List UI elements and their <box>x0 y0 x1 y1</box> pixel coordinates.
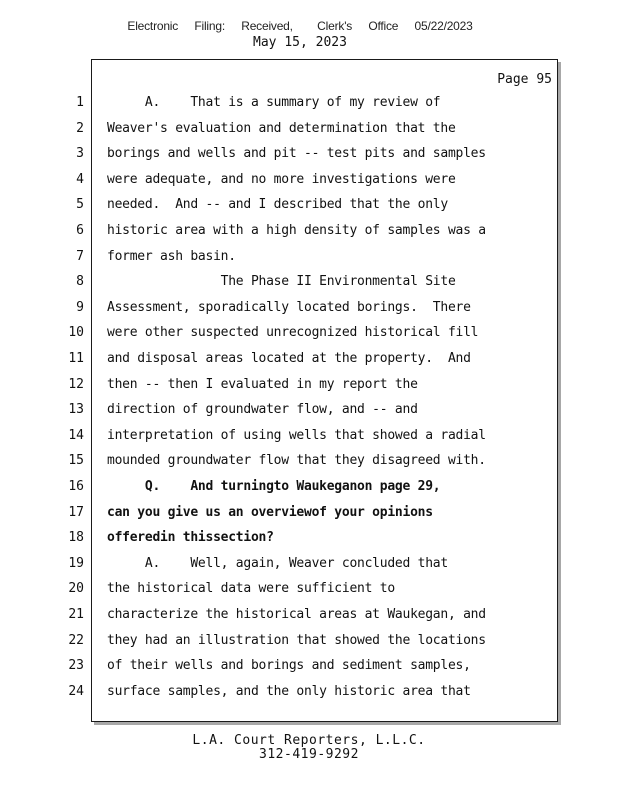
line-text: A. Well, again, Weaver concluded that <box>107 556 448 571</box>
line-number: 22 <box>68 633 84 648</box>
line-number: 9 <box>76 300 84 315</box>
footer-company: L.A. Court Reporters, L.L.C. <box>192 733 426 748</box>
line-number: 4 <box>76 172 84 187</box>
line-text: direction of groundwater flow, and -- and <box>107 402 418 417</box>
line-number: 23 <box>68 658 84 673</box>
line-number: 1 <box>76 95 84 110</box>
line-text: were adequate, and no more investigations were <box>107 172 456 187</box>
line-text: surface samples, and the only historic area that <box>107 684 471 699</box>
question-line-text: can you give us an overviewof your opinions <box>107 505 433 520</box>
line-number: 5 <box>76 197 84 212</box>
line-number: 16 <box>68 479 84 494</box>
line-text: were other suspected unrecognized historical fill <box>107 325 479 340</box>
line-number: 7 <box>76 249 84 264</box>
line-number: 17 <box>68 505 84 520</box>
line-number: 20 <box>68 581 84 596</box>
line-number: 6 <box>76 223 84 238</box>
line-text: mounded groundwater flow that they disagreed with. <box>107 453 486 468</box>
question-line-text: Q. And turningto Waukeganon page 29, <box>107 479 441 494</box>
line-number: 19 <box>68 556 84 571</box>
transcript-date: May 15, 2023 <box>253 35 347 50</box>
line-number: 3 <box>76 146 84 161</box>
line-text: they had an illustration that showed the locations <box>107 633 486 648</box>
line-text: borings and wells and pit -- test pits and samples <box>107 146 486 161</box>
line-text: of their wells and borings and sediment samples, <box>107 658 471 673</box>
line-number: 10 <box>68 325 84 340</box>
question-line-text: offeredin thissection? <box>107 530 274 545</box>
line-number: 8 <box>76 274 84 289</box>
line-number: 21 <box>68 607 84 622</box>
line-text: characterize the historical areas at Waukegan, and <box>107 607 486 622</box>
line-number: 13 <box>68 402 84 417</box>
line-number: 14 <box>68 428 84 443</box>
page-number: Page 95 <box>497 72 552 87</box>
line-text: Weaver's evaluation and determination that the <box>107 121 456 136</box>
line-text: interpretation of using wells that showed a radial <box>107 428 486 443</box>
footer-phone: 312-419-9292 <box>259 747 359 762</box>
line-text: Assessment, sporadically located borings. There <box>107 300 471 315</box>
line-text: The Phase II Environmental Site <box>107 274 456 289</box>
line-number: 15 <box>68 453 84 468</box>
line-number: 11 <box>68 351 84 366</box>
line-text: needed. And -- and I described that the only <box>107 197 448 212</box>
line-text: former ash basin. <box>107 249 236 264</box>
line-text: then -- then I evaluated in my report the <box>107 377 418 392</box>
filing-stamp: Electronic Filing: Received, Clerk's Office 05/22/2023 <box>127 19 473 33</box>
line-number: 12 <box>68 377 84 392</box>
line-text: A. That is a summary of my review of <box>107 95 441 110</box>
line-text: the historical data were sufficient to <box>107 581 395 596</box>
line-text: historic area with a high density of samples was a <box>107 223 486 238</box>
line-text: and disposal areas located at the property. And <box>107 351 471 366</box>
line-number: 2 <box>76 121 84 136</box>
line-number: 24 <box>68 684 84 699</box>
line-number: 18 <box>68 530 84 545</box>
